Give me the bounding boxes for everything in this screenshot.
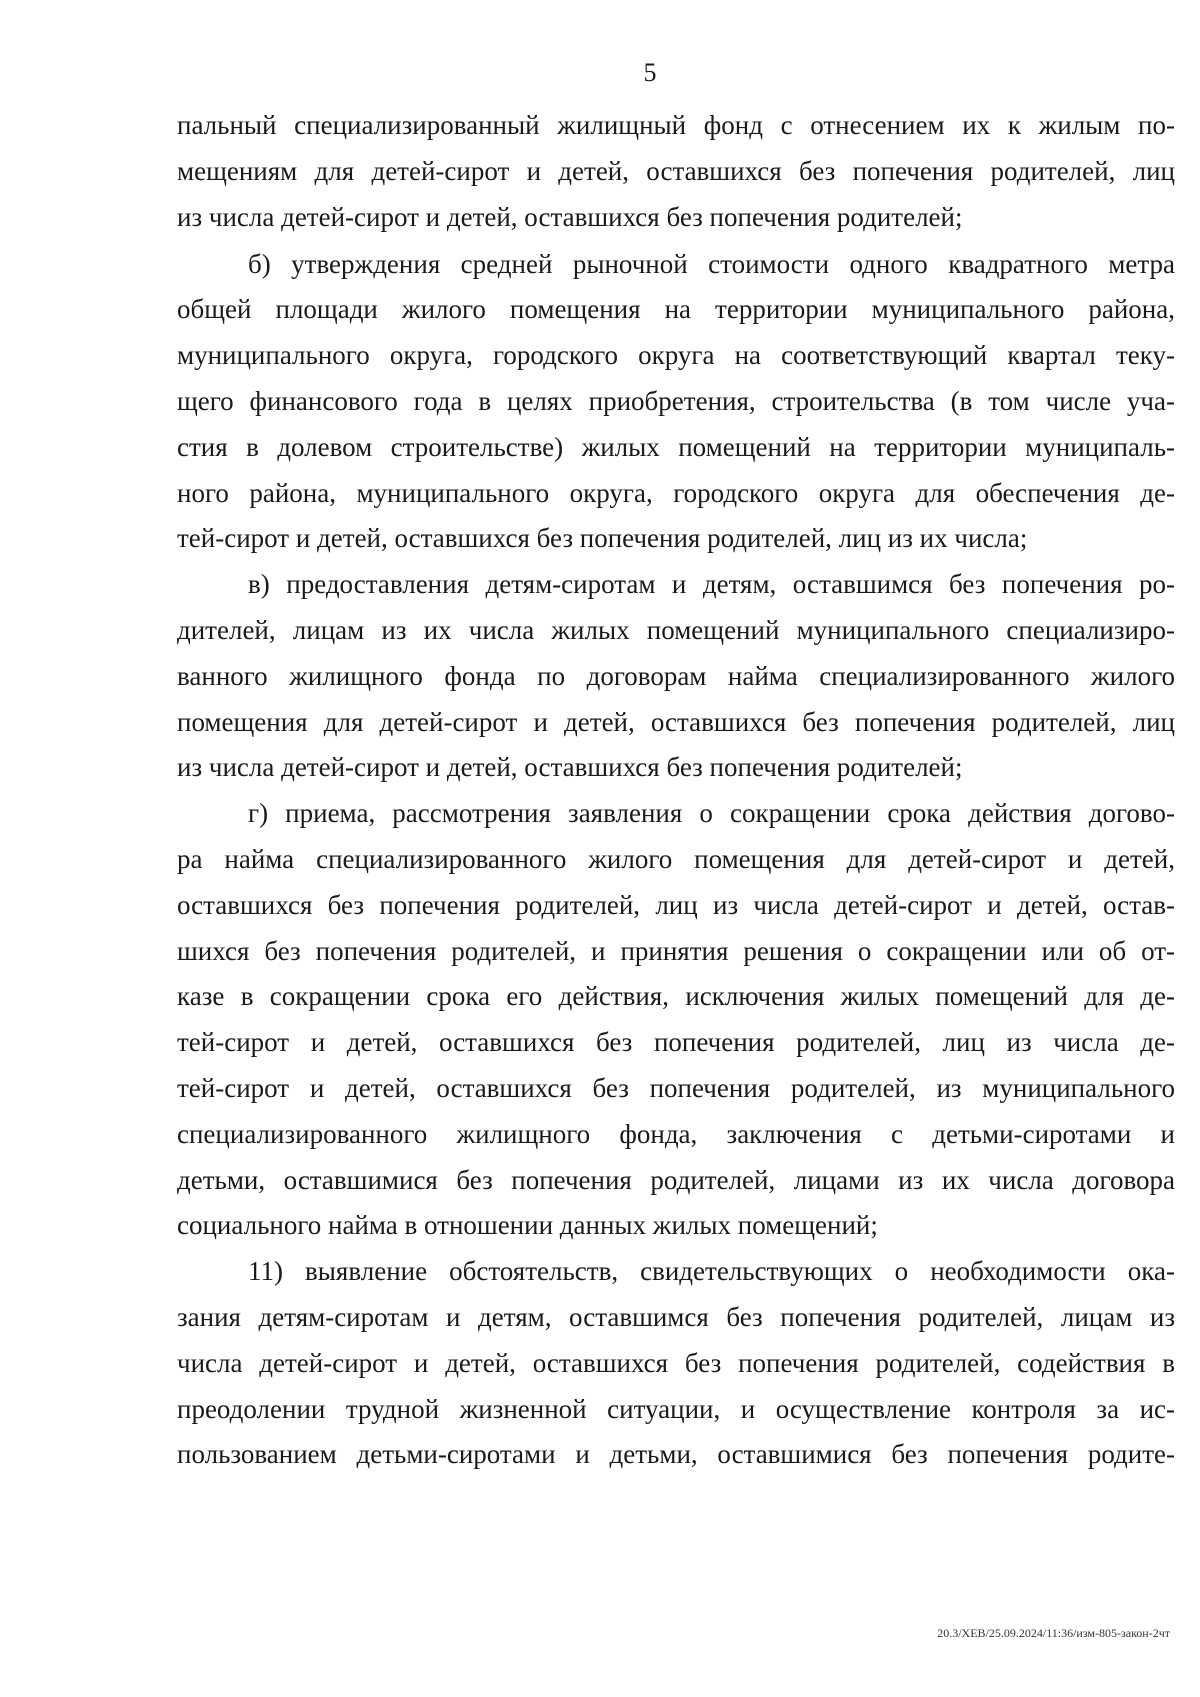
text-line: ванного жилищного фонда по договорам найма специализированного жилого xyxy=(177,661,1175,691)
text-line: из числа детей-сирот и детей, оставшихся без попечения родителей; xyxy=(177,752,963,782)
text-line: щего финансового года в целях приобретения, строительства (в том числе уча- xyxy=(177,386,1175,416)
text-line: ного района, муниципального округа, городского округа для обеспечения де- xyxy=(177,478,1175,508)
text-line: помещения для детей-сирот и детей, оставшихся без попечения родителей, лиц xyxy=(177,707,1175,737)
paragraph-start-line: г) приема, рассмотрения заявления о сокращении срока действия догово- xyxy=(248,798,1175,828)
text-line: преодолении трудной жизненной ситуации, и осуществление контроля за ис- xyxy=(177,1394,1175,1424)
text-line: оставшихся без попечения родителей, лиц из числа детей-сирот и детей, остав- xyxy=(177,890,1175,920)
paragraph-start-line: б) утверждения средней рыночной стоимости одного квадратного метра xyxy=(248,249,1175,279)
text-line: специализированного жилищного фонда, заключения с детьми-сиротами и xyxy=(177,1119,1175,1149)
page-number: 5 xyxy=(643,58,657,87)
text-line: тей-сирот и детей, оставшихся без попечения родителей, лиц из числа де- xyxy=(177,1027,1175,1057)
text-line: пальный специализированный жилищный фонд с отнесением их к жилым по- xyxy=(177,110,1175,140)
text-line: стия в долевом строительстве) жилых помещений на территории муниципаль- xyxy=(177,432,1175,462)
paragraph-start-line: 11) выявление обстоятельств, свидетельствующих о необходимости ока- xyxy=(248,1256,1175,1286)
text-line: муниципального округа, городского округа на соответствующий квартал теку- xyxy=(177,340,1175,370)
text-line: казе в сокращении срока его действия, исключения жилых помещений для де- xyxy=(177,981,1175,1011)
text-line: дителей, лицам из их числа жилых помещений муниципального специализиро- xyxy=(177,615,1175,645)
text-line: зания детям-сиротам и детям, оставшимся без попечения родителей, лицам из xyxy=(177,1302,1175,1332)
paragraph-start-line: в) предоставления детям-сиротам и детям, оставшимся без попечения ро- xyxy=(248,569,1175,599)
text-line: шихся без попечения родителей, и принятия решения о сокращении или об от- xyxy=(177,936,1175,966)
text-line: общей площади жилого помещения на территории муниципального района, xyxy=(177,294,1175,324)
text-line: тей-сирот и детей, оставшихся без попечения родителей, из муниципального xyxy=(177,1073,1175,1103)
text-line: детьми, оставшимися без попечения родителей, лицами из их числа договора xyxy=(177,1165,1175,1195)
text-line: тей-сирот и детей, оставшихся без попечения родителей, лиц из их числа; xyxy=(177,523,1028,553)
text-line: мещениям для детей-сирот и детей, оставшихся без попечения родителей, лиц xyxy=(177,156,1175,186)
text-line: социального найма в отношении данных жилых помещений; xyxy=(177,1210,878,1240)
text-line: числа детей-сирот и детей, оставшихся без попечения родителей, содействия в xyxy=(177,1348,1175,1378)
document-footer-code: 20.3/ХЕВ/25.09.2024/11:36/изм-805-закон-2чт xyxy=(937,1626,1170,1640)
text-line: пользованием детьми-сиротами и детьми, оставшимися без попечения родите- xyxy=(177,1439,1175,1469)
text-line: из числа детей-сирот и детей, оставшихся без попечения родителей; xyxy=(177,202,963,232)
text-line: ра найма специализированного жилого помещения для детей-сирот и детей, xyxy=(177,844,1175,874)
